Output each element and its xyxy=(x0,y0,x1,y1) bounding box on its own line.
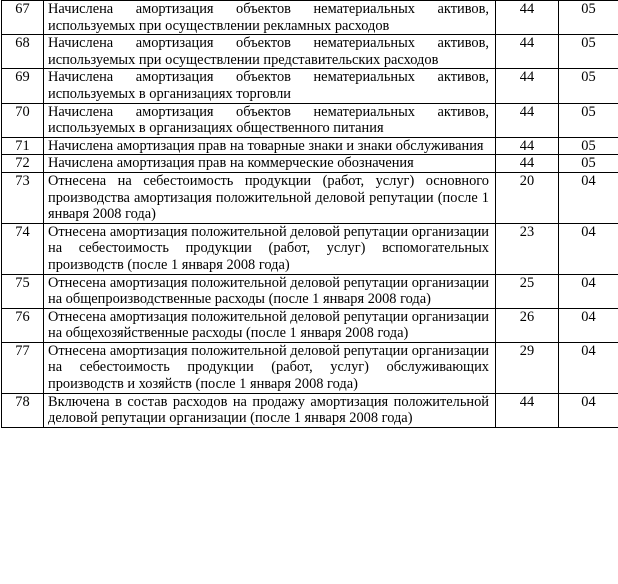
table-row xyxy=(2,308,618,342)
row-description: Отнесена амортизация положительной деловой репутации организации на себестоимость продукции (работ, услуг) обслуживающих производств и хозяйств (после 1 января 2008 года) xyxy=(44,342,496,393)
row-description: Отнесена амортизация положительной деловой репутации организации на общепроизводственные расходы (после 1 января 2008 года) xyxy=(44,274,496,308)
row-number: 75 xyxy=(2,274,44,308)
table-row xyxy=(2,103,618,137)
row-number: 76 xyxy=(2,308,44,342)
credit-account: 05 xyxy=(559,35,618,69)
row-number: 72 xyxy=(2,155,44,173)
credit-account: 04 xyxy=(559,223,618,274)
debit-account: 44 xyxy=(496,137,559,155)
debit-account: 44 xyxy=(496,393,559,427)
debit-account: 25 xyxy=(496,274,559,308)
credit-account: 04 xyxy=(559,308,618,342)
debit-account: 26 xyxy=(496,308,559,342)
row-description: Отнесена амортизация положительной деловой репутации организации на общехозяйственные расходы (после 1 января 2008 года) xyxy=(44,308,496,342)
row-number: 74 xyxy=(2,223,44,274)
debit-account: 44 xyxy=(496,155,559,173)
credit-account: 05 xyxy=(559,1,618,35)
debit-account: 44 xyxy=(496,69,559,103)
debit-account: 44 xyxy=(496,35,559,69)
row-description: Отнесена амортизация положительной деловой репутации организации на себестоимость продукции (работ, услуг) вспомогательных производств (после 1 января 2008 года) xyxy=(44,223,496,274)
table-row xyxy=(2,342,618,393)
debit-account: 29 xyxy=(496,342,559,393)
credit-account: 05 xyxy=(559,69,618,103)
row-number: 77 xyxy=(2,342,44,393)
table-row xyxy=(2,35,618,69)
table-row xyxy=(2,137,618,155)
credit-account: 05 xyxy=(559,103,618,137)
row-description: Отнесена на себестоимость продукции (работ, услуг) основного производства амортизация положительной деловой репутации (после 1 января 2008 года) xyxy=(44,172,496,223)
row-number: 70 xyxy=(2,103,44,137)
credit-account: 05 xyxy=(559,137,618,155)
table-row xyxy=(2,172,618,223)
table-row xyxy=(2,69,618,103)
row-description: Начислена амортизация прав на коммерческие обозначения xyxy=(44,155,496,173)
row-number: 73 xyxy=(2,172,44,223)
table-row xyxy=(2,155,618,173)
row-number: 78 xyxy=(2,393,44,427)
credit-account: 04 xyxy=(559,274,618,308)
debit-account: 44 xyxy=(496,1,559,35)
credit-account: 04 xyxy=(559,393,618,427)
row-number: 67 xyxy=(2,1,44,35)
table-row xyxy=(2,393,618,427)
table-row xyxy=(2,1,618,35)
credit-account: 04 xyxy=(559,342,618,393)
credit-account: 05 xyxy=(559,155,618,173)
row-number: 69 xyxy=(2,69,44,103)
table-row xyxy=(2,223,618,274)
row-description: Начислена амортизация объектов нематериальных активов, используемых в организациях общественного питания xyxy=(44,103,496,137)
row-description: Начислена амортизация объектов нематериальных активов, используемых при осуществлении рекламных расходов xyxy=(44,1,496,35)
row-description: Начислена амортизация объектов нематериальных активов, используемых в организациях торговли xyxy=(44,69,496,103)
debit-account: 44 xyxy=(496,103,559,137)
row-description: Начислена амортизация прав на товарные знаки и знаки обслуживания xyxy=(44,137,496,155)
row-number: 68 xyxy=(2,35,44,69)
debit-account: 23 xyxy=(496,223,559,274)
debit-account: 20 xyxy=(496,172,559,223)
table-row xyxy=(2,274,618,308)
accounting-entries-table xyxy=(1,0,618,428)
row-number: 71 xyxy=(2,137,44,155)
row-description: Начислена амортизация объектов нематериальных активов, используемых при осуществлении представительских расходов xyxy=(44,35,496,69)
row-description: Включена в состав расходов на продажу амортизация положительной деловой репутации организации (после 1 января 2008 года) xyxy=(44,393,496,427)
credit-account: 04 xyxy=(559,172,618,223)
